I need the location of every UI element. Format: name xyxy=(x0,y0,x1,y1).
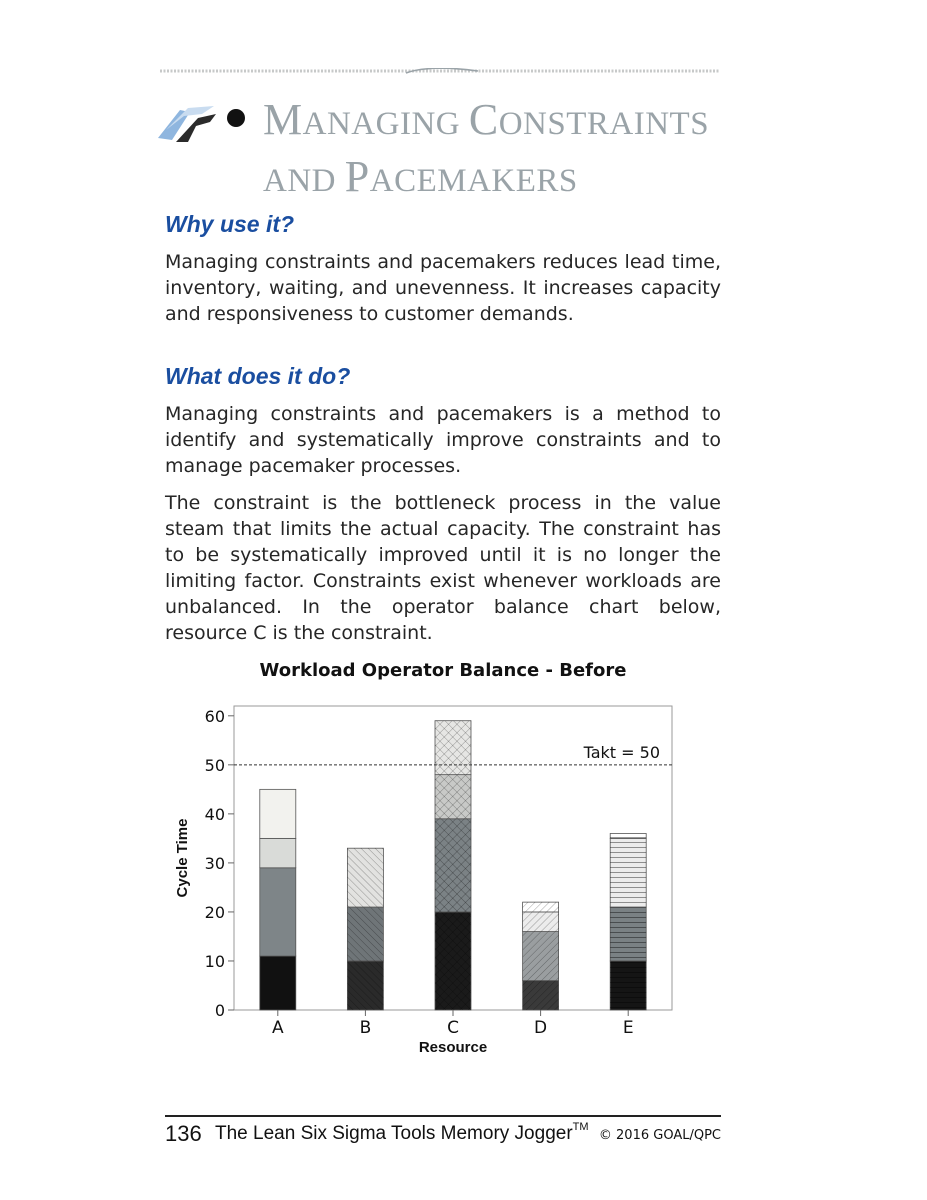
y-axis xyxy=(205,707,234,1020)
y-tick-label-50: 50 xyxy=(204,755,225,775)
y-tick-label-40: 40 xyxy=(204,804,225,824)
bar-A-segment-4 xyxy=(260,789,296,838)
y-tick-label-60: 60 xyxy=(204,706,225,726)
copyright: © 2016 GOAL/QPC xyxy=(598,1128,721,1143)
page-footer xyxy=(165,1121,721,1149)
what-does-it-do-text-1: Managing constraints and pacemakers is a method to identify and systematically improve constraints and to manage pacemaker processes. xyxy=(165,403,721,477)
y-tick-label-10: 10 xyxy=(204,951,225,971)
bar-D-segment-4-hatch xyxy=(523,902,559,912)
bar-C-segment-3-hatch xyxy=(435,775,471,819)
takt-label: Takt = 50 xyxy=(583,742,660,762)
bar-B-segment-1-hatch xyxy=(347,961,383,1010)
bar-C-segment-2-hatch xyxy=(435,819,471,912)
bar-C-segment-4-hatch xyxy=(435,721,471,775)
bar-A-segment-3 xyxy=(260,838,296,867)
bar-E-segment-2-hatch xyxy=(610,907,646,961)
x-tick-label-A: A xyxy=(271,1018,284,1038)
y-tick-label-20: 20 xyxy=(204,902,225,922)
why-use-it-text: Managing constraints and pacemakers reduces lead time, inventory, waiting, and unevenness. It increases capacity and responsiveness to customer demands. xyxy=(165,251,721,325)
bar-E-segment-3-hatch xyxy=(610,838,646,907)
title-line-1: MANAGING CONSTRAINTS xyxy=(263,95,710,144)
bar-E-segment-1-hatch xyxy=(610,961,646,1010)
why-use-it-heading: Why use it? xyxy=(165,211,295,237)
y-tick-label-0: 0 xyxy=(214,1001,225,1020)
x-axis xyxy=(272,1010,634,1038)
bar-B-segment-3-hatch xyxy=(347,848,383,907)
what-does-it-do-heading: What does it do? xyxy=(165,363,351,389)
book-title: The Lean Six Sigma Tools Memory Jogger™ xyxy=(215,1121,589,1144)
bar-A-segment-1 xyxy=(260,956,296,1010)
bar-D-segment-1-hatch xyxy=(523,981,559,1010)
top-decorative-rule xyxy=(160,68,720,74)
bar-C-segment-1-hatch xyxy=(435,912,471,1010)
x-tick-label-E: E xyxy=(622,1018,634,1038)
trademark-mark: TM xyxy=(572,1121,589,1133)
chart-title: Workload Operator Balance - Before xyxy=(259,660,627,681)
x-axis-label: Resource xyxy=(418,1039,488,1056)
x-tick-label-C: C xyxy=(447,1018,459,1038)
bar-A-segment-2 xyxy=(260,868,296,956)
page-number: 136 xyxy=(165,1121,202,1146)
bars-group xyxy=(260,721,646,1010)
x-tick-label-D: D xyxy=(534,1018,548,1038)
operator-balance-chart xyxy=(160,690,700,1070)
runner-icon xyxy=(158,100,250,148)
bar-D-segment-2-hatch xyxy=(523,932,559,981)
what-does-it-do-text-2: The constraint is the bottleneck process in the value steam that limits the actual capacity. The constraint has to be systematically improved until it is no longer the limiting factor. Constraints exist whenever workloads are unbalanced. In the operator balance chart below, resource C is the constraint. xyxy=(165,492,721,644)
bar-B-segment-2-hatch xyxy=(347,907,383,961)
bar-E-segment-4-hatch xyxy=(610,833,646,838)
y-tick-label-30: 30 xyxy=(204,853,225,873)
x-tick-label-B: B xyxy=(359,1018,372,1038)
title-line-2: AND PACEMAKERS xyxy=(263,152,578,201)
bar-D-segment-3-hatch xyxy=(523,912,559,932)
page-title xyxy=(263,96,723,210)
y-axis-label: Cycle Time xyxy=(174,818,191,898)
footer-rule xyxy=(165,1115,721,1117)
